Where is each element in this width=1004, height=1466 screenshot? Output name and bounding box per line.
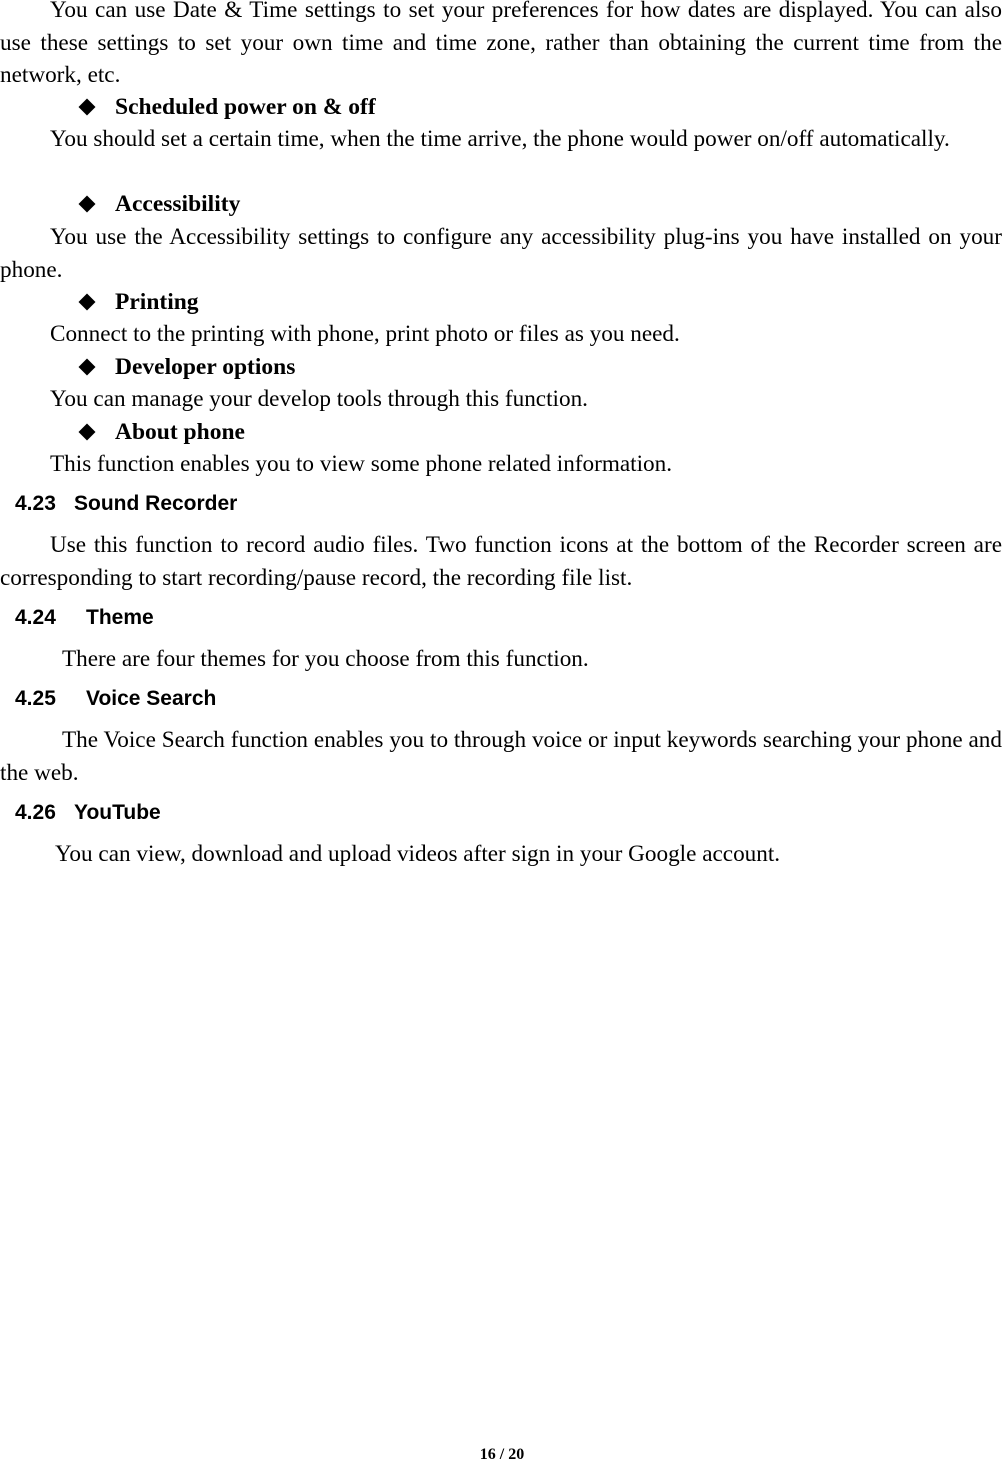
about-phone-paragraph: This function enables you to view some phone related information. <box>50 451 673 477</box>
bullet-title: About phone <box>115 418 245 445</box>
youtube-paragraph: You can view, download and upload videos after sign in your Google account. <box>55 841 781 867</box>
diamond-bullet-icon <box>79 359 96 376</box>
section-title: Sound Recorder <box>74 492 238 515</box>
printing-paragraph: Connect to the printing with phone, print photo or files as you need. <box>50 321 680 347</box>
section-number: 4.25 <box>15 687 56 710</box>
section-number: 4.24 <box>15 606 56 629</box>
section-number: 4.23 <box>15 492 56 515</box>
section-heading-youtube <box>15 798 161 828</box>
section-title: Theme <box>86 606 154 629</box>
scheduled-power-paragraph: You should set a certain time, when the time arrive, the phone would power on/off automatically. <box>50 126 950 152</box>
diamond-bullet-icon <box>79 424 96 441</box>
bullet-scheduled-power <box>78 91 376 123</box>
theme-paragraph: There are four themes for you choose from this function. <box>62 646 589 672</box>
bullet-printing <box>78 286 199 318</box>
section-heading-sound-recorder <box>15 489 237 519</box>
accessibility-paragraph: You use the Accessibility settings to configure any accessibility plug-ins you have installed on your phone. <box>0 224 1002 283</box>
bullet-title: Accessibility <box>115 190 241 217</box>
sound-recorder-paragraph: Use this function to record audio files. Two function icons at the bottom of the Recorder screen are corresponding to start recording/pause record, the recording file list. <box>0 532 1002 591</box>
section-heading-theme <box>15 603 154 633</box>
page-number: 16 / 20 <box>479 1446 525 1463</box>
bullet-title: Developer options <box>115 353 296 380</box>
diamond-bullet-icon <box>79 294 96 311</box>
diamond-bullet-icon <box>79 196 96 213</box>
diamond-bullet-icon <box>79 99 96 116</box>
date-time-paragraph: You can use Date & Time settings to set your preferences for how dates are displayed. You can also use these settings to set your own time and time zone, rather than obtaining the current time from the network, etc. <box>0 0 1002 88</box>
developer-options-paragraph: You can manage your develop tools through this function. <box>50 386 588 412</box>
section-title: Voice Search <box>86 687 217 710</box>
voice-search-paragraph: The Voice Search function enables you to through voice or input keywords searching your phone and the web. <box>0 727 1002 786</box>
section-number: 4.26 <box>15 801 56 824</box>
section-title: YouTube <box>74 801 161 824</box>
section-heading-voice-search <box>15 684 216 714</box>
bullet-developer-options <box>78 351 295 383</box>
bullet-title: Printing <box>115 288 199 315</box>
bullet-title: Scheduled power on & off <box>115 93 376 120</box>
bullet-accessibility <box>78 188 240 220</box>
bullet-about-phone <box>78 416 245 448</box>
